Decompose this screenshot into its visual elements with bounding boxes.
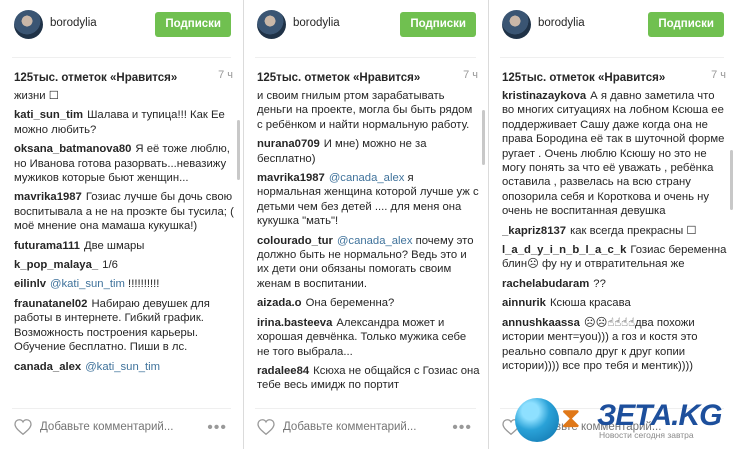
- comment-text: как всегда прекрасны ☐: [570, 224, 697, 237]
- comment-username[interactable]: kati_sun_tim: [14, 109, 84, 122]
- post-header: [488, 0, 736, 52]
- comment-item: [14, 89, 235, 103]
- comment-item: [502, 243, 728, 272]
- comment-text: Набираю девушек для работы в интернете. Гибкий график. Возможность построения карьеры. Обучение бесплатно. Пиши в лс.: [14, 297, 210, 354]
- avatar[interactable]: [257, 10, 286, 39]
- likes-row: [257, 68, 478, 84]
- comment-username[interactable]: oksana_batmanova80: [14, 143, 132, 156]
- comment-item: [257, 364, 480, 393]
- comment-username[interactable]: ainnurik: [502, 297, 546, 310]
- scrollbar[interactable]: [237, 120, 240, 180]
- comment-mention-link[interactable]: @kati_sun_tim: [50, 278, 125, 291]
- avatar[interactable]: [502, 10, 531, 39]
- add-comment-input[interactable]: [283, 421, 433, 433]
- instagram-post-panel-2: [243, 0, 488, 449]
- divider: [12, 408, 231, 409]
- post-header: [0, 0, 243, 52]
- comment-item: [257, 316, 480, 359]
- instagram-post-panel-3: [488, 0, 736, 449]
- comment-mention-link[interactable]: @kati_sun_tim: [85, 360, 161, 373]
- comment-username[interactable]: kristinazaykova: [502, 90, 587, 102]
- comment-item: [502, 316, 728, 374]
- comment-text: !!!!!!!!!!: [124, 278, 160, 291]
- comment-text: жизни: [14, 90, 49, 102]
- comment-username[interactable]: irina.basteeva: [257, 316, 333, 329]
- comment-text: А я давно заметила что во многих ситуациях на лобном Ксюша ее поддерживает Сашу даже когда она не права Бородина её так в шуточной форме ругает . Очень люблю Ксюшу но это не могу понять за что её уважать , ребёнка оставила , развелась на всю страну опозорила себя и Короткова и очень ну очень не воспитанная девушка: [502, 90, 725, 218]
- comment-text: И мне) можно не за бесплатно): [257, 138, 427, 165]
- comment-item: [14, 239, 235, 253]
- comment-item: [14, 190, 235, 233]
- divider: [255, 408, 476, 409]
- follow-button[interactable]: Подписки: [400, 12, 476, 37]
- comment-username[interactable]: radalee84: [257, 364, 310, 377]
- likes-row: [502, 68, 726, 84]
- post-time: 7 ч: [218, 69, 233, 81]
- scrollbar[interactable]: [730, 150, 733, 210]
- comment-item: [14, 142, 235, 185]
- comments-list[interactable]: [257, 89, 480, 401]
- likes-count[interactable]: 125тыс. отметок «Нравится»: [502, 72, 666, 84]
- username[interactable]: borodylia: [50, 17, 97, 29]
- divider: [500, 57, 724, 58]
- comment-username[interactable]: annushkaassa: [502, 316, 580, 329]
- post-time: 7 ч: [463, 69, 478, 81]
- comment-username[interactable]: canada_alex: [14, 360, 82, 373]
- divider: [12, 57, 231, 58]
- scrollbar[interactable]: [482, 110, 485, 165]
- panel-divider: [243, 0, 244, 449]
- comment-text: Гозиас лучше бы дочь свою воспитывала а не на проэкте бы тусила; ( моё мнение она мамаша кукушка!): [14, 191, 234, 233]
- comment-text: Шалава и тупица!!! Как Ее можно любить?: [14, 109, 225, 136]
- comment-text: Она беременна?: [305, 297, 395, 310]
- comment-item: [502, 224, 728, 238]
- likes-count[interactable]: 125тыс. отметок «Нравится»: [14, 72, 178, 84]
- comment-username[interactable]: aizada.o: [257, 297, 302, 310]
- username[interactable]: borodylia: [293, 17, 340, 29]
- more-options-icon[interactable]: •••: [452, 419, 472, 436]
- globe-icon: [515, 398, 559, 442]
- comment-item: [257, 296, 480, 310]
- instagram-post-panel-1: [0, 0, 243, 449]
- comment-username[interactable]: mavrika1987: [14, 191, 82, 204]
- comment-text: Ксюша красава: [549, 297, 631, 310]
- comment-item: [14, 108, 235, 137]
- comment-text: Ксюха не общайся с Гозиас она тебе весь имидж по портит: [257, 364, 480, 392]
- panel-divider: [488, 0, 489, 449]
- comment-username[interactable]: l_a_d_y_i_n_b_l_a_c_k: [502, 244, 627, 257]
- comment-username[interactable]: eilinlv: [14, 278, 47, 291]
- avatar[interactable]: [14, 10, 43, 39]
- watermark-tagline: Новости сегодня завтра: [599, 430, 694, 440]
- comment-text: я нормальная женщина которой лучше уж с детьми чем без детей .... для меня она кукушка "мать"!: [257, 172, 479, 228]
- heart-icon[interactable]: [14, 419, 32, 435]
- comment-text: 1/6: [102, 259, 118, 272]
- comment-item: [14, 258, 235, 272]
- comment-text: и своим гнилым ртом зарабатывать деньги на проекте, могла бы быть рядом с ребёнком и найти нормальную работу.: [257, 90, 473, 131]
- comments-list[interactable]: [14, 89, 235, 401]
- comment-username[interactable]: rachelabudaram: [502, 277, 590, 290]
- comment-text: Я её тоже люблю, но Иванова готова разорвать...невазижу мужиков которые бьют женщин...: [14, 143, 230, 185]
- comment-username[interactable]: mavrika1987: [257, 172, 325, 185]
- comment-item: [257, 171, 480, 229]
- comment-item: [502, 89, 728, 219]
- comment-text: Гозиас беременна блин☹ фу ну и отвратительная же: [502, 244, 727, 271]
- comment-username[interactable]: fraunatanel02: [14, 297, 88, 310]
- comment-text: почему это должно быть не нормально? Ведь это и их дети они обязаны помогать своим женам в воспитании.: [257, 234, 474, 290]
- comment-item: [502, 277, 728, 291]
- comment-mention-link[interactable]: @canada_alex: [328, 172, 405, 185]
- likes-row: [14, 68, 233, 84]
- comment-text: Две шмары: [83, 239, 145, 252]
- watermark-brand: ЗЕТА.KG: [597, 399, 722, 432]
- follow-button[interactable]: Подписки: [155, 12, 231, 37]
- likes-count[interactable]: 125тыс. отметок «Нравится»: [257, 72, 421, 84]
- comment-text: ☐: [48, 90, 59, 102]
- comment-item: [257, 89, 480, 132]
- comment-username[interactable]: k_pop_malaya_: [14, 259, 99, 272]
- heart-icon[interactable]: [257, 419, 275, 435]
- comment-item: [14, 297, 235, 355]
- post-time: 7 ч: [711, 69, 726, 81]
- divider: [255, 57, 476, 58]
- comment-item: [257, 137, 480, 166]
- comment-item: [502, 296, 728, 310]
- comments-list[interactable]: [502, 89, 728, 401]
- username[interactable]: borodylia: [538, 17, 585, 29]
- comment-mention-link[interactable]: @canada_alex: [336, 234, 413, 247]
- comment-text: ??: [593, 277, 606, 290]
- comment-text: ☹☹☝☝☝☝два похожи истории мент=you))) а гоз и костя это реально совпало друг к друг копии истории)))) все про тебя и ментик)))): [502, 316, 698, 372]
- comment-username[interactable]: colourado_tur: [257, 234, 333, 247]
- add-comment-input[interactable]: [40, 421, 190, 433]
- follow-button[interactable]: Подписки: [648, 12, 724, 37]
- comment-item: [14, 277, 235, 291]
- comment-username[interactable]: _kapriz8137: [502, 224, 567, 237]
- comment-item: [257, 234, 480, 292]
- comment-item: [14, 360, 235, 374]
- more-options-icon[interactable]: •••: [207, 419, 227, 436]
- comment-username[interactable]: futurama111: [14, 239, 80, 252]
- comment-text: Александра может и хорошая девчёнка. Только мужика себе не того выбрала...: [257, 316, 467, 358]
- watermark-logo: [515, 396, 731, 444]
- hourglass-icon: ⧗: [561, 402, 581, 433]
- post-header: [243, 0, 488, 52]
- comment-username[interactable]: nurana0709: [257, 138, 320, 151]
